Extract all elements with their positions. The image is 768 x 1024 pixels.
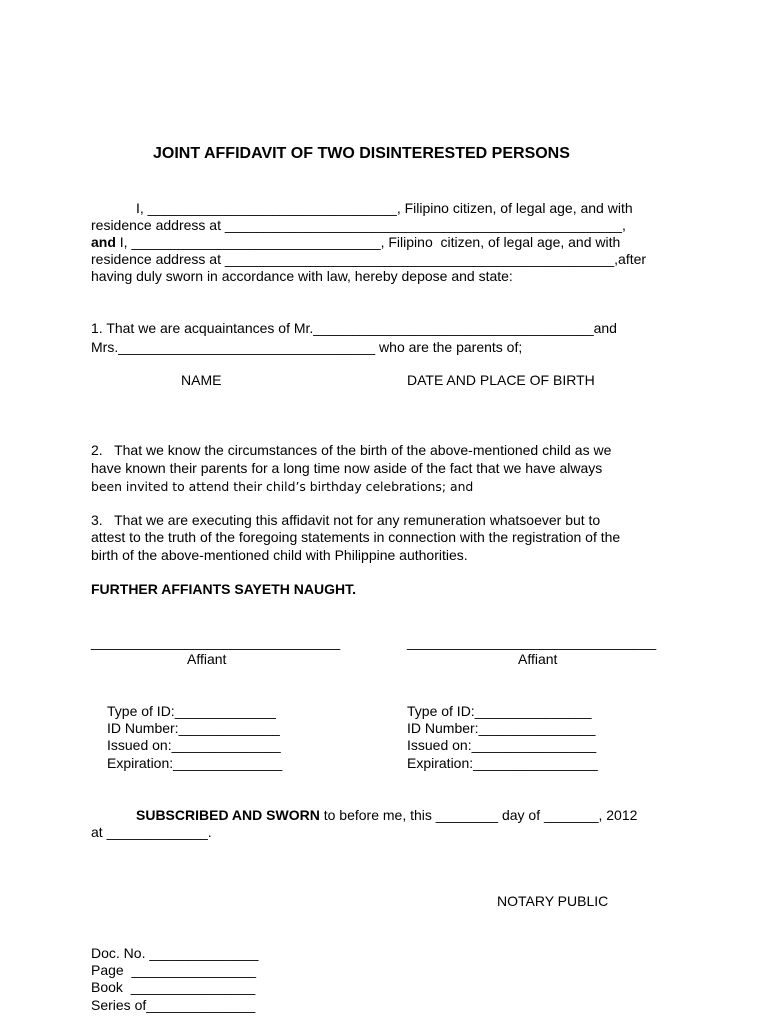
para2-line-3: been invited to attend their child’s birthday celebrations; and <box>91 479 474 494</box>
right-id-number: ID Number:_______________ <box>407 720 596 736</box>
subscribed-at-line: at _____________. <box>91 824 212 840</box>
right-id-issued: Issued on:________________ <box>407 737 597 753</box>
intro-line-1: I, ________________________________, Filipino citizen, of legal age, and with <box>136 200 633 216</box>
right-id-type: Type of ID:_______________ <box>407 703 592 719</box>
left-id-issued: Issued on:______________ <box>107 737 281 753</box>
subscribed-line <box>136 807 637 824</box>
intro-line-5: having duly sworn in accordance with law, hereby depose and state: <box>91 268 513 284</box>
affiant-signature-line-right: ________________________________ <box>407 634 657 650</box>
affiant-signature-line-left: ________________________________ <box>91 634 341 650</box>
para1-line-1: 1. That we are acquaintances of Mr.____________________________________and <box>91 320 617 336</box>
left-id-number: ID Number:_____________ <box>107 720 280 736</box>
column-header-name: NAME <box>181 372 222 388</box>
intro-line-3-text: I, ________________________________, Filipino citizen, of legal age, and with <box>115 234 621 250</box>
notary-public-label: NOTARY PUBLIC <box>497 893 609 909</box>
intro-line-3 <box>91 234 620 251</box>
further-affiants-statement: FURTHER AFFIANTS SAYETH NAUGHT. <box>91 581 356 597</box>
para1-line-2: Mrs._________________________________ who are the parents of; <box>91 339 523 355</box>
docket-series: Series of______________ <box>91 997 256 1013</box>
docket-doc-no: Doc. No. ______________ <box>91 945 259 961</box>
document-title: JOINT AFFIDAVIT OF TWO DISINTERESTED PERSONS <box>153 145 570 162</box>
affiant-label-left: Affiant <box>187 651 227 667</box>
column-header-date-place: DATE AND PLACE OF BIRTH <box>407 372 595 388</box>
intro-line-4: residence address at __________________________________________________,after <box>91 251 647 267</box>
intro-line-2: residence address at ___________________________________________________, <box>91 217 626 233</box>
affiant-label-right: Affiant <box>518 651 558 667</box>
para3-line-1: 3. That we are executing this affidavit not for any remuneration whatsoever but to <box>91 512 601 528</box>
intro-and-bold: and <box>91 234 116 250</box>
right-id-expiration: Expiration:________________ <box>407 755 598 771</box>
docket-page: Page ________________ <box>91 962 257 978</box>
docket-book: Book ________________ <box>91 979 256 995</box>
subscribed-text: to before me, this ________ day of _______, 2012 <box>319 807 638 823</box>
para2-line-1: 2. That we know the circumstances of the birth of the above-mentioned child as we <box>91 442 612 458</box>
para3-line-3: birth of the above-mentioned child with Philippine authorities. <box>91 547 468 563</box>
left-id-type: Type of ID:_____________ <box>107 703 276 719</box>
subscribed-bold: SUBSCRIBED AND SWORN <box>136 807 320 823</box>
para3-line-2: attest to the truth of the foregoing statements in connection with the registration of the <box>91 529 621 545</box>
para2-line-2: have known their parents for a long time now aside of the fact that we have always <box>91 460 603 476</box>
left-id-expiration: Expiration:______________ <box>107 755 283 771</box>
